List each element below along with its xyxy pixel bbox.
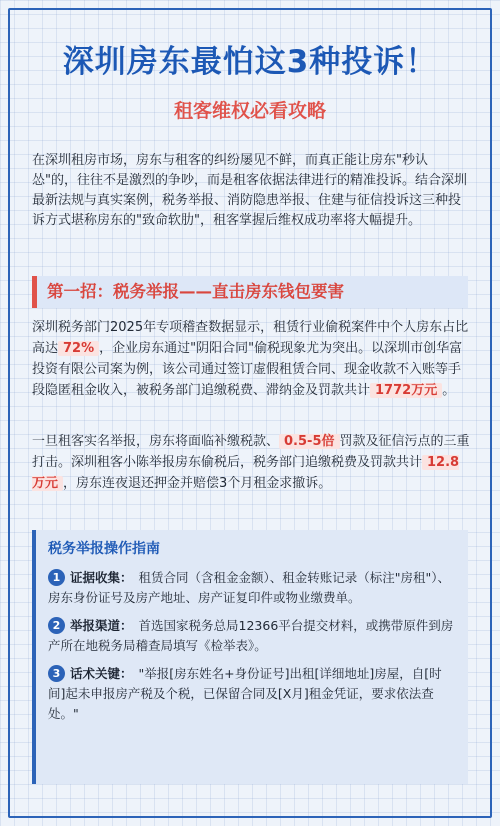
guide-title: 税务举报操作指南: [48, 541, 160, 557]
step-label: 证据收集：: [70, 570, 133, 585]
step-number-badge: 1: [48, 569, 65, 586]
guide-step-2: [48, 616, 458, 656]
paragraph-text: ，房东连夜退还押金并赔偿3个月租金求撤诉。: [63, 476, 332, 491]
step-number-badge: 2: [48, 617, 65, 634]
highlight-1772-wan: 1772万元: [370, 383, 442, 398]
guide-step-3: [48, 664, 458, 724]
paragraph-text: 罚款及征信污点的三重打击。深圳租客小陈举报房东偷税后，税务部门追缴税费及罚款共计: [32, 434, 470, 470]
guide-box: [32, 530, 468, 784]
step-label: 话术关键：: [70, 666, 133, 681]
section-paragraph-2: [32, 431, 472, 494]
section-paragraph-1: [32, 317, 472, 401]
intro-paragraph: 在深圳租房市场，房东与租客的纠纷屡见不鲜，而真正能让房东"秒认怂"的，往往不是激烈的争吵，而是租客依据法律进行的精准投诉。结合深圳最新法规与真实案例，税务举报、消防隐患举报、住建与征信投诉这三种投诉方式堪称房东的"致命软肋"，租客掌握后维权成功率将大幅提升。: [32, 153, 467, 228]
page-subtitle: 租客维权必看攻略: [173, 100, 326, 122]
page-title: 深圳房东最怕这3种投诉！: [62, 44, 438, 80]
paragraph-text: 。: [442, 383, 456, 398]
step-text: 首选国家税务总局12366平台提交材料，或携带原件到房产所在地税务局稽查局填写《检举表》。: [48, 618, 454, 653]
section-heading: 第一招：税务举报——直击房东钱包要害: [32, 276, 468, 308]
highlight-12-8-wan: 12.8万元: [32, 455, 460, 491]
step-number-badge: 3: [48, 665, 65, 682]
paragraph-text: 一旦租客实名举报，房东将面临补缴税款、: [32, 434, 280, 449]
guide-step-1: [48, 568, 458, 608]
step-label: 举报渠道：: [70, 618, 133, 633]
paragraph-text: ，企业房东通过"阴阳合同"偷税现象尤为突出。以深圳市创华富投资有限公司案为例，该公司通过签订虚假租赁合同、现金收款不入账等手段隐匿租金收入，被税务部门追缴税费、滞纳金及罚款共计: [32, 341, 463, 398]
step-text: "举报[房东姓名+身份证号]出租[详细地址]房屋，自[时间]起未申报房产税及个税，已保留合同及[X月]租金凭证，要求依法查处。": [48, 666, 442, 721]
highlight-fine-multiple: 0.5-5倍: [279, 434, 339, 449]
highlight-72-percent: 72%: [58, 341, 99, 356]
step-text: 租赁合同（含租金金额）、租金转账记录（标注"房租"）、房东身份证号及房产地址、房产证复印件或物业缴费单。: [48, 570, 451, 605]
paragraph-text: 深圳税务部门2025年专项稽查数据显示，租赁行业偷税案件中个人房东占比高达: [32, 320, 469, 356]
